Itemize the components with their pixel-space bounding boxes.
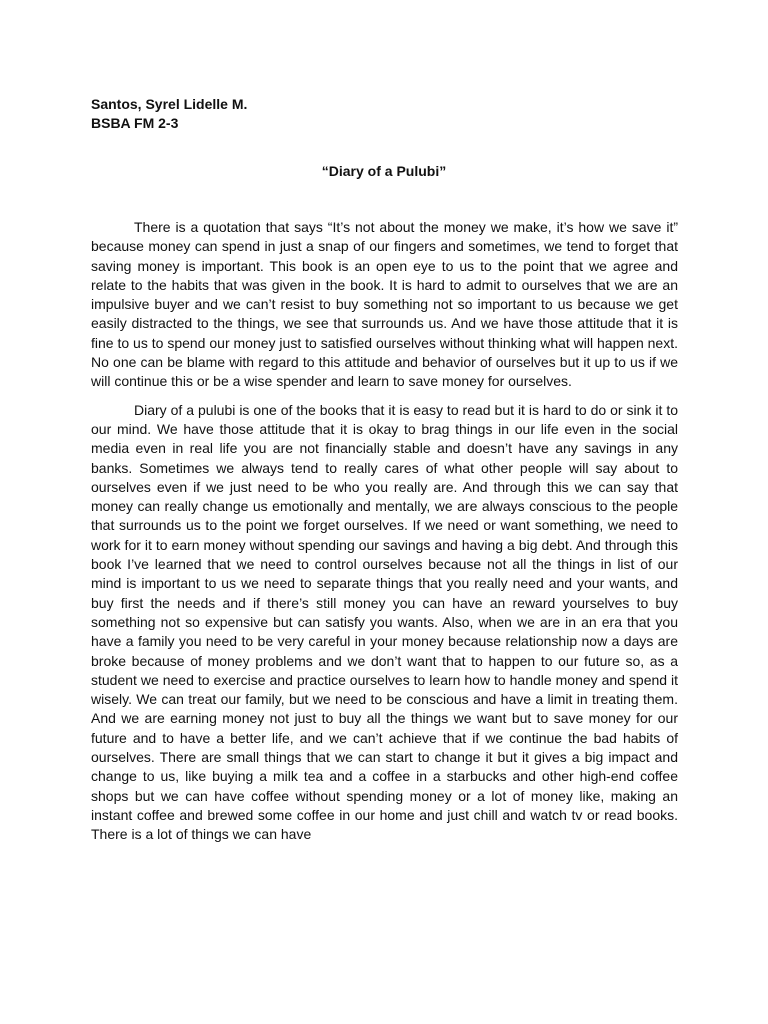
- document-header: [91, 95, 247, 133]
- paragraph: Diary of a pulubi is one of the books that it is easy to read but it is hard to do or sink it to our mind. We have those attitude that it is okay to brag things in our life even in the social media even in real life you are not financially stable and doesn’t have any savings in any banks. Sometimes we always tend to really cares of what other people will say about to ourselves even if we just need to be who you really are. And through this we can say that money can really change us emotionally and mentally, we are always conscious to the people that surrounds us to the point we forget ourselves. If we need or want something, we need to work for it to earn money without spending our savings and having a big debt. And through this book I’ve learned that we need to control ourselves because not all the things in list of our mind is important to us we need to separate things that you really need and your wants, and buy first the needs and if there’s still money you can have an reward yourselves to buy something not so expensive but can satisfy you wants. Also, when we are in an era that you have a family you need to be very careful in your money because relationship now a days are broke because of money problems and we don’t want that to happen to our future so, as a student we need to exercise and practice ourselves to learn how to handle money and spend it wisely. We can treat our family, but we need to be conscious and have a limit in treating them. And we are earning money not just to buy all the things we want but to save money for our future and to have a better life, and we can’t achieve that if we continue the bad habits of ourselves. There are small things that we can start to change it but it gives a big impact and change to us, like buying a milk tea and a coffee in a starbucks and other high-end coffee shops but we can have coffee without spending money or a lot of money like, making an instant coffee and brewed some coffee in our home and just chill and watch tv or read books. There is a lot of things we can have: [91, 401, 678, 843]
- author-name: Santos, Syrel Lidelle M.: [91, 96, 248, 112]
- section-label: BSBA FM 2-3: [91, 115, 179, 131]
- document-body: [91, 218, 678, 854]
- paragraph: There is a quotation that says “It’s not about the money we make, it’s how we save it” because money can spend in just a snap of our fingers and sometimes, we tend to forget that saving money is important. This book is an open eye to us to the point that we agree and relate to the habits that was given in the book. It is hard to admit to ourselves that we are an impulsive buyer and we can’t resist to buy something not so important to us because we get easily distracted to the things, we see that surrounds us. And we have those attitude that it is fine to us to spend our money just to satisfied ourselves without thinking what will happen next. No one can be blame with regard to this attitude and behavior of ourselves but it up to us if we will continue this or be a wise spender and learn to save money for ourselves.: [91, 219, 678, 390]
- document-title: “Diary of a Pulubi”: [321, 163, 447, 179]
